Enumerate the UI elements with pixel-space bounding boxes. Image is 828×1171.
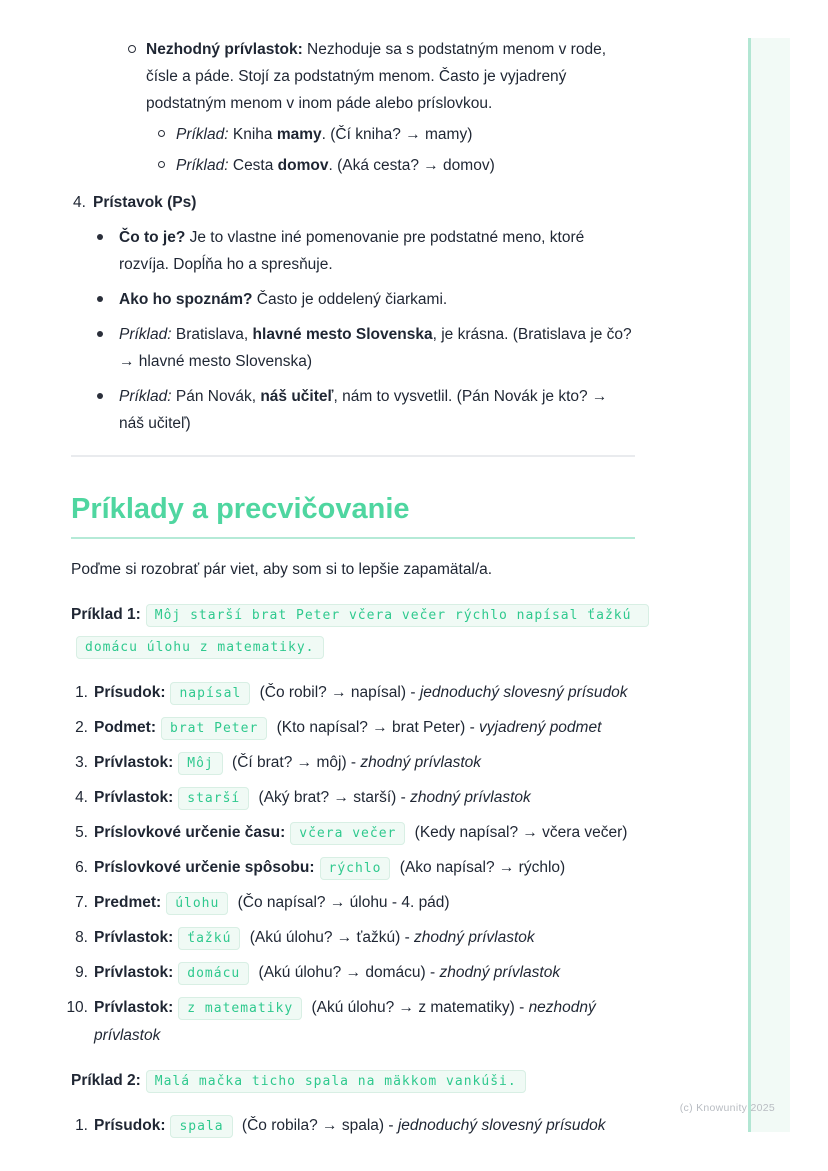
item-code: domácu: [178, 962, 249, 985]
item-code: starší: [178, 787, 249, 810]
example-label: Príklad:: [176, 126, 229, 143]
example2-breakdown-list: [71, 1112, 635, 1140]
item-type: zhodný prívlastok: [414, 928, 535, 946]
example1-breakdown-list: [66, 679, 635, 1049]
example2-sentence: [71, 1065, 635, 1097]
item-body: [94, 679, 635, 707]
item-question: (Akú úlohu? → domácu) -: [254, 963, 440, 981]
item-role: Prívlastok:: [94, 928, 174, 946]
example-bold: domov: [277, 157, 329, 174]
item-role: Prívlastok:: [94, 998, 174, 1016]
watermark: (c) Knowunity 2025: [679, 1102, 775, 1114]
item-number: 4.: [75, 788, 88, 806]
breakdown-item: [71, 959, 635, 987]
page-edge-band: [750, 38, 790, 1132]
breakdown-item: [71, 819, 635, 847]
example2-label: Príklad 2:: [71, 1071, 141, 1089]
pristavok-bullet-what: [71, 224, 635, 278]
item-number: 10.: [66, 998, 88, 1016]
item-number: 1.: [75, 683, 88, 701]
breakdown-item: [66, 994, 635, 1049]
item-code: z matematiky: [178, 997, 302, 1020]
item-code: spala: [170, 1115, 232, 1138]
item-body: [94, 819, 635, 847]
breakdown-item: [71, 784, 635, 812]
item-code: Môj: [178, 752, 222, 775]
item-type: nezhodný prívlastok: [94, 998, 596, 1044]
item-code: ťažkú: [178, 927, 240, 950]
item-number: 9.: [75, 963, 88, 981]
item-code: rýchlo: [320, 857, 391, 880]
disc-bullet-icon: [97, 296, 103, 302]
attribute-term: Nezhodný prívlastok:: [146, 41, 303, 58]
item-body: [94, 889, 635, 917]
item-type: vyjadrený podmet: [479, 718, 602, 736]
disc-bullet-icon: [97, 393, 103, 399]
item-role: Prísudok:: [94, 683, 166, 701]
item-number: 7.: [75, 893, 88, 911]
item-code: úlohu: [166, 892, 228, 915]
item-type: jednoduchý slovesný prísudok: [419, 683, 628, 701]
attribute-example-2: [71, 152, 635, 179]
item-code: brat Peter: [161, 717, 267, 740]
item-number: 2.: [75, 718, 88, 736]
example-label: Príklad:: [119, 326, 172, 343]
breakdown-item: [71, 679, 635, 707]
disc-bullet-icon: [97, 234, 103, 240]
section-pristavok-title: [71, 189, 635, 216]
item-role: Príslovkové určenie času:: [94, 823, 286, 841]
item-role: Prívlastok:: [94, 788, 174, 806]
item-body: [94, 784, 635, 812]
example-bold: náš učiteľ: [260, 388, 334, 405]
item-type: zhodný prívlastok: [439, 963, 561, 981]
hollow-bullet-icon: [158, 161, 165, 168]
example2-code: Malá mačka ticho spala na mäkkom vankúši.: [146, 1070, 526, 1093]
item-question: (Kedy napísal? → včera večer): [410, 823, 628, 841]
item-code: napísal: [170, 682, 250, 705]
item-role: Prívlastok:: [94, 963, 174, 981]
item-type: jednoduchý slovesný prísudok: [397, 1117, 606, 1134]
section-divider: [71, 455, 635, 457]
item-role: Prísudok:: [94, 1117, 166, 1134]
item-type: zhodný prívlastok: [410, 788, 531, 806]
item-number: 6.: [75, 858, 88, 876]
pristavok-bullet-how: [71, 286, 635, 313]
section-title: Prístavok (Ps): [93, 194, 197, 211]
item-role: Prívlastok:: [94, 753, 174, 771]
item-question: (Čo robila? → spala) -: [237, 1117, 398, 1134]
section-number: 4.: [73, 194, 86, 211]
item-number: 8.: [75, 928, 88, 946]
hollow-bullet-icon: [128, 45, 136, 53]
example-label: Príklad:: [119, 388, 172, 405]
page-edge-line: [748, 38, 751, 1132]
example1-code: Môj starší brat Peter včera večer rýchlo napísal ťažkú domácu úlohu z matematiky.: [76, 604, 649, 659]
bullet-text: Často je oddelený čiarkami.: [252, 291, 448, 308]
practice-intro: Poďme si rozobrať pár viet, aby som si to lepšie zapamätal/a.: [71, 561, 493, 578]
item-number: 5.: [75, 823, 88, 841]
item-body: [94, 924, 635, 952]
item-number: 3.: [75, 753, 88, 771]
bullet-bold: Ako ho spoznám?: [119, 291, 253, 308]
example-bold: mamy: [276, 126, 322, 143]
example-label: Príklad:: [176, 157, 229, 174]
item-question: (Čí brat? → môj) -: [227, 753, 361, 771]
example-text: . (Aká cesta? → domov): [328, 157, 495, 174]
disc-bullet-icon: [97, 331, 103, 337]
item-role: Príslovkové určenie spôsobu:: [94, 858, 315, 876]
attribute-definition: Nezhoduje sa s podstatným menom v rode, čísle a páde. Stojí za podstatným menom. Často je vyjadrený podstatným menom v inom páde alebo príslovkou.: [146, 41, 607, 112]
item-body: [94, 749, 635, 777]
attribute-example-1: [71, 121, 635, 148]
item-question: (Aký brat? → starší) -: [254, 788, 411, 806]
example-bold: hlavné mesto Slovenska: [252, 326, 433, 343]
attribute-main-bullet: [71, 36, 635, 117]
example-text: Kniha: [228, 126, 277, 143]
document-page: [66, 0, 641, 1147]
item-code: včera večer: [290, 822, 405, 845]
item-number: 1.: [75, 1117, 88, 1134]
pristavok-example-1: [71, 321, 635, 375]
item-question: (Akú úlohu? → ťažkú) -: [245, 928, 415, 946]
bullet-text: Je to vlastne iné pomenovanie pre podstatné meno, ktoré rozvíja. Dopĺňa ho a spresňuje.: [119, 229, 585, 273]
example-text: , je krásna. (Bratislava je čo? → hlavné mesto Slovenska): [119, 326, 632, 370]
pristavok-example-2: [71, 383, 635, 437]
breakdown-item: [71, 924, 635, 952]
item-question: (Čo robil? → napísal) -: [255, 683, 420, 701]
item-body: [94, 959, 635, 987]
item-body: [94, 714, 635, 742]
item-role: Predmet:: [94, 893, 162, 911]
breakdown-item: [71, 714, 635, 742]
item-body: [94, 1112, 635, 1140]
bullet-bold: Čo to je?: [119, 229, 186, 246]
breakdown-item: [71, 1112, 635, 1140]
example-text: , nám to vysvetlil. (Pán Novák je kto? → náš učiteľ): [119, 388, 608, 432]
hollow-bullet-icon: [158, 130, 165, 137]
item-body: [94, 854, 635, 882]
item-role: Podmet:: [94, 718, 156, 736]
item-question: (Akú úlohu? → z matematiky) -: [307, 998, 529, 1016]
breakdown-item: [71, 854, 635, 882]
example-text: Cesta: [228, 157, 278, 174]
breakdown-item: [71, 749, 635, 777]
example1-label: Príklad 1:: [71, 606, 141, 623]
item-question: (Kto napísal? → brat Peter) -: [272, 718, 480, 736]
example-text: Pán Novák,: [171, 388, 261, 405]
item-type: zhodný prívlastok: [360, 753, 482, 771]
item-body: [94, 994, 635, 1049]
example1-sentence: [71, 599, 641, 663]
item-question: (Čo napísal? → úlohu - 4. pád): [233, 893, 450, 911]
practice-heading: Príklady a precvičovanie: [71, 491, 635, 539]
item-question: (Ako napísal? → rýchlo): [395, 858, 566, 876]
example-text: Bratislava,: [171, 326, 253, 343]
example-text: . (Čí kniha? → mamy): [321, 126, 473, 143]
breakdown-item: [71, 889, 635, 917]
